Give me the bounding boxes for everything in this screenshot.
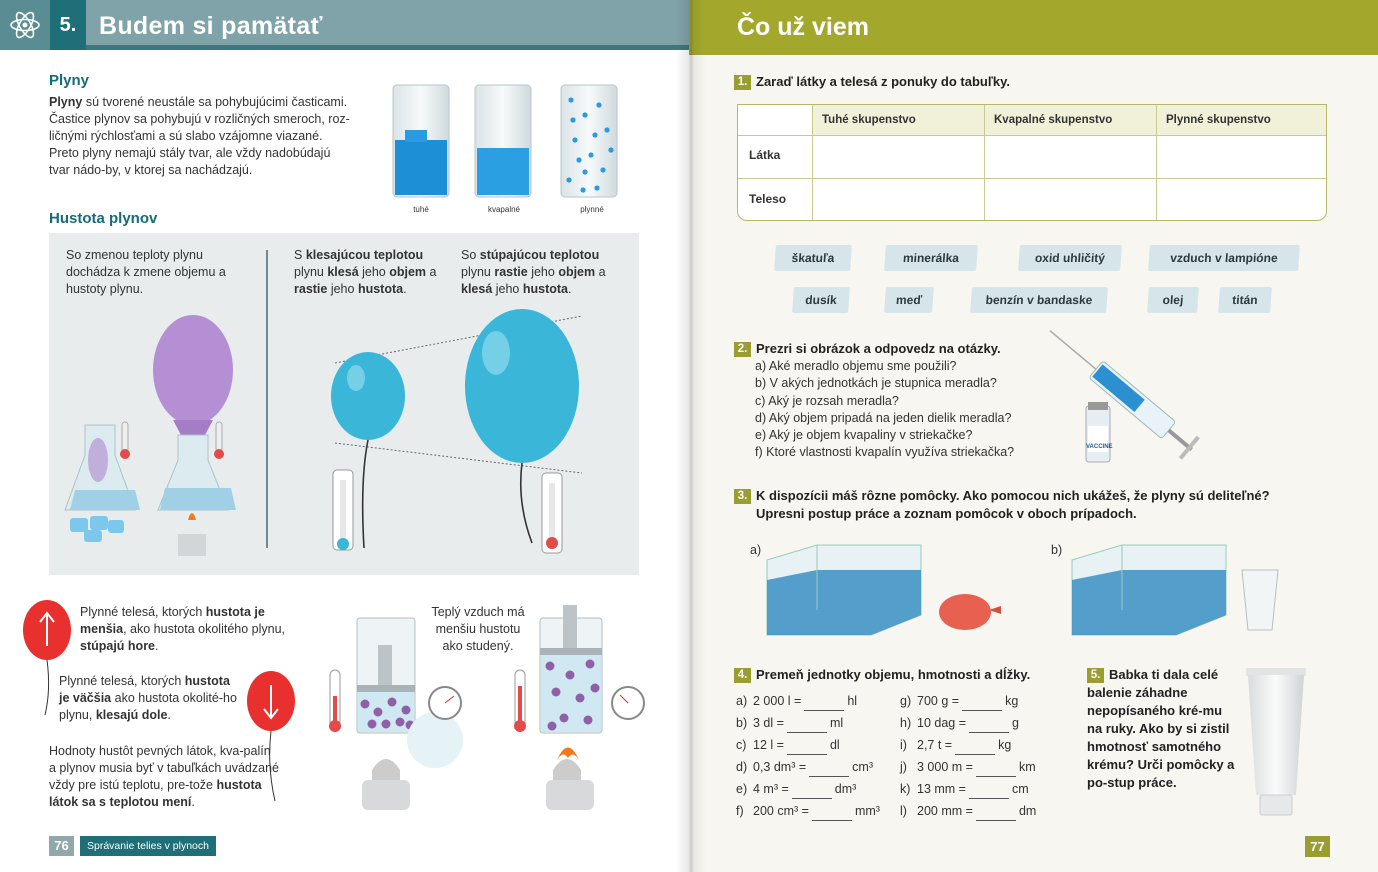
density-intro: So zmenou teploty plynu dochádza k zmene objemu a hustoty plynu. bbox=[66, 248, 226, 296]
q4-title: 4. Premeň jednotky objemu, hmotnosti a dĺžky. bbox=[734, 666, 1030, 684]
item-unit: dm³ bbox=[834, 782, 857, 796]
answer-blank[interactable] bbox=[809, 762, 849, 777]
conversion-row bbox=[736, 760, 873, 777]
q2-item: a) Aké meradlo objemu sme použili? bbox=[755, 359, 957, 373]
conversion-row bbox=[900, 804, 1036, 821]
conversion-row bbox=[736, 738, 840, 755]
item-value: 4 m³ = bbox=[753, 782, 789, 796]
conversion-row bbox=[900, 760, 1036, 777]
answer-blank[interactable] bbox=[969, 784, 1009, 799]
density-note: Hodnoty hustôt pevných látok, kva-palín a plynov musia byť v tabuľkách uvádzané vždy pre istú teplotu, pre-tože hustota látok sa s teplotou mení. bbox=[49, 744, 279, 809]
item-value: 2 000 l = bbox=[753, 694, 802, 708]
item-value: 200 mm = bbox=[917, 804, 973, 818]
chip-item[interactable]: minerálka bbox=[884, 245, 978, 271]
hustota-heading: Hustota plynov bbox=[49, 210, 158, 227]
plyny-heading: Plyny bbox=[49, 72, 90, 89]
chip-item[interactable]: meď bbox=[884, 287, 934, 313]
aquarium-b bbox=[1072, 545, 1226, 635]
chapter-label: Správanie telies v plynoch bbox=[80, 836, 216, 856]
item-unit: mm³ bbox=[854, 804, 880, 818]
cooling-text: S klesajúcou teplotou plynu klesá jeho objem a rastie jeho hustota. bbox=[294, 248, 437, 296]
item-unit: ml bbox=[829, 716, 844, 730]
states-beakers-illustration bbox=[385, 60, 625, 205]
sink-text: Plynné telesá, ktorých hustota je väčšia ako hustota okolité-ho plynu, klesajú dole. bbox=[59, 674, 237, 722]
q2-questions bbox=[755, 358, 1055, 462]
q3-label-b: b) bbox=[1051, 543, 1063, 557]
item-value: 3 dl = bbox=[753, 716, 784, 730]
item-label: b) bbox=[736, 716, 748, 730]
row-label-latka: Látka bbox=[749, 148, 781, 162]
atom-icon bbox=[0, 0, 50, 50]
conversion-row bbox=[900, 738, 1011, 755]
item-label: c) bbox=[736, 738, 747, 752]
states-table bbox=[737, 104, 1327, 221]
answer-blank[interactable] bbox=[787, 718, 827, 733]
item-label: e) bbox=[736, 782, 748, 796]
heating-text: So stúpajúcou teplotou plynu rastie jeho objem a klesá jeho hustota. bbox=[461, 248, 606, 296]
page-title: Budem si pamätať bbox=[99, 12, 323, 40]
answer-blank[interactable] bbox=[804, 696, 844, 711]
chip-item[interactable]: oxid uhličitý bbox=[1018, 245, 1122, 271]
item-value: 700 g = bbox=[917, 694, 960, 708]
item-label: g) bbox=[900, 694, 912, 708]
conversion-row bbox=[900, 694, 1018, 711]
item-value: 200 cm³ = bbox=[753, 804, 809, 818]
q2-item: b) V akých jednotkách je stupnica meradla? bbox=[755, 376, 997, 391]
item-value: 10 dag = bbox=[917, 716, 967, 730]
aquariums-illustration bbox=[765, 540, 1325, 650]
item-unit: g bbox=[1012, 716, 1019, 730]
warm-air-text: Teplý vzduch má menšiu hustotu ako studený. bbox=[431, 605, 525, 653]
syringe-illustration bbox=[1044, 328, 1204, 468]
chip-item[interactable]: benzín v bandaske bbox=[970, 287, 1108, 313]
answer-blank[interactable] bbox=[976, 762, 1016, 777]
row-label-teleso: Teleso bbox=[749, 192, 787, 206]
flask-balloon-illustration bbox=[60, 310, 260, 565]
q1-title: 1. Zaraď látky a telesá z ponuky do tabuľky. bbox=[734, 73, 1010, 91]
right-header bbox=[689, 0, 1378, 55]
item-label: a) bbox=[736, 694, 748, 708]
q2-title: 2. Prezri si obrázok a odpovedz na otázky. bbox=[734, 340, 1001, 358]
item-unit: cm³ bbox=[852, 760, 873, 774]
item-value: 3 000 m = bbox=[917, 760, 973, 774]
item-label: k) bbox=[900, 782, 911, 796]
conversion-row bbox=[900, 716, 1019, 733]
answer-blank[interactable] bbox=[976, 806, 1016, 821]
section-number: 5. bbox=[50, 0, 86, 50]
rise-text: Plynné telesá, ktorých hustota je menšia, ako hustota okolitého plynu, stúpajú hore. bbox=[80, 605, 286, 653]
cream-tube-illustration bbox=[1242, 665, 1312, 820]
plyny-text: Plyny sú tvorené neustále sa pohybujúcimi časticami. Častice plynov sa pohybujú v rozličných smeroch, roz-ličnými rýchlosťami a sú slabo vzájomne viazané. Preto plyny nemajú stály tvar, ale vždy nadobúdajú tvar nádo-by, v ktorej sa nachádzajú. bbox=[49, 95, 350, 177]
right-page bbox=[689, 0, 1378, 872]
answer-blank[interactable] bbox=[962, 696, 1002, 711]
beaker-liquid bbox=[475, 85, 531, 197]
item-unit: kg bbox=[1005, 694, 1019, 708]
chip-item[interactable]: dusík bbox=[792, 287, 850, 313]
q2-item: c) Aký je rozsah meradla? bbox=[755, 393, 899, 408]
aquarium-a bbox=[767, 545, 921, 635]
answer-blank[interactable] bbox=[969, 718, 1009, 733]
item-unit: km bbox=[1018, 760, 1036, 774]
page-title-right: Čo už viem bbox=[737, 13, 869, 41]
left-header bbox=[0, 0, 689, 50]
conversion-row bbox=[736, 716, 843, 733]
q2-item: d) Aký objem pripadá na jeden dielik meradla? bbox=[755, 410, 1012, 425]
conversion-row bbox=[736, 694, 857, 711]
glass-cup bbox=[1242, 570, 1278, 630]
conversion-row bbox=[736, 804, 880, 821]
q2-item: f) Ktoré vlastnosti kvapalín využíva striekačka? bbox=[755, 445, 1015, 460]
q2-item: e) Aký je objem kvapaliny v striekačke? bbox=[755, 428, 973, 443]
chip-item[interactable]: škatuľa bbox=[774, 245, 852, 271]
conversion-row bbox=[736, 782, 856, 799]
blue-balloons-illustration bbox=[300, 308, 600, 558]
answer-blank[interactable] bbox=[787, 740, 827, 755]
divider-line bbox=[266, 250, 268, 548]
answer-blank[interactable] bbox=[812, 806, 852, 821]
item-unit: dl bbox=[829, 738, 840, 752]
table-header-solid: Tuhé skupenstvo bbox=[812, 105, 984, 135]
item-unit: cm bbox=[1011, 782, 1029, 796]
item-unit: hl bbox=[847, 694, 858, 708]
chip-item[interactable]: vzduch v lampióne bbox=[1148, 245, 1300, 271]
table-header-gas: Plynné skupenstvo bbox=[1156, 105, 1326, 135]
item-label: l) bbox=[900, 804, 907, 818]
table-header-liquid: Kvapalné skupenstvo bbox=[984, 105, 1156, 135]
beaker-label-gas: plynné bbox=[580, 205, 604, 214]
beaker-label-liquid: kvapalné bbox=[487, 205, 521, 214]
vaccine-label: VACCINE bbox=[1086, 444, 1113, 450]
item-label: f) bbox=[736, 804, 744, 818]
item-value: 13 mm = bbox=[917, 782, 966, 796]
conversion-row bbox=[900, 782, 1029, 799]
beaker-solid bbox=[393, 85, 449, 197]
item-label: i) bbox=[900, 738, 907, 752]
item-unit: dm bbox=[1018, 804, 1037, 818]
q3-title: 3. K dispozícii máš rôzne pomôcky. Ako pomocou nich ukážeš, že plyny sú deliteľné? Upresni postup práce a zoznam pomôcok v oboch prípadoch. bbox=[734, 487, 1294, 523]
chip-item[interactable]: titán bbox=[1218, 287, 1272, 313]
deflated-balloon bbox=[939, 594, 1001, 630]
item-value: 2,7 t = bbox=[917, 738, 953, 752]
item-label: j) bbox=[900, 760, 907, 774]
answer-blank[interactable] bbox=[955, 740, 995, 755]
q3-label-a: a) bbox=[750, 543, 762, 557]
item-value: 0,3 dm³ = bbox=[753, 760, 807, 774]
q5-text: 5. Babka ti dala celé balenie záhadne nepopísaného kré-mu na ruky. Ako by si zistil hmotnosť samotného krému? Urči pomôcky a po-stup práce. bbox=[1087, 667, 1235, 790]
beaker-label-solid: tuhé bbox=[413, 205, 429, 214]
chip-item[interactable]: olej bbox=[1147, 287, 1199, 313]
thermometer-icon bbox=[333, 470, 562, 553]
item-value: 12 l = bbox=[753, 738, 784, 752]
answer-blank[interactable] bbox=[792, 784, 832, 799]
item-unit: kg bbox=[998, 738, 1012, 752]
item-label: d) bbox=[736, 760, 748, 774]
beaker-gas bbox=[561, 85, 617, 197]
item-label: h) bbox=[900, 716, 912, 730]
page-number-left: 76 bbox=[49, 836, 74, 856]
page-number-right: 77 bbox=[1305, 836, 1330, 857]
piston-apparatus-illustration bbox=[320, 600, 670, 815]
